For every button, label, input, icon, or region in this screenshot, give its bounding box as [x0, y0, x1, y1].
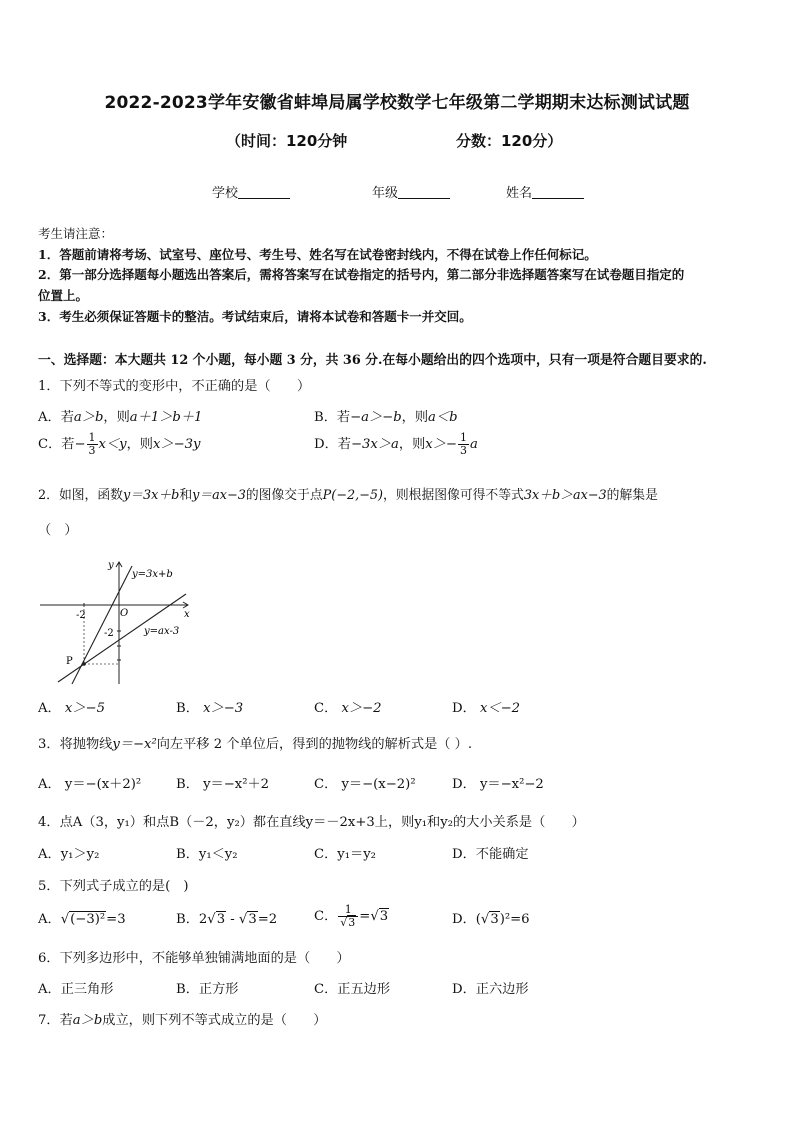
label-origin: O [120, 608, 129, 619]
time-label: （时间：120分钟 [226, 132, 348, 150]
q5-c-num: 1 [338, 904, 358, 917]
q3-option-c[interactable]: C． y＝−(x−2)² [314, 777, 416, 792]
section-heading: 一、选择题：本大题共 12 个小题，每小题 3 分，共 36 分.在每小题给出的四个选项中，只有一项是符合题目要求的. [38, 353, 707, 368]
q1-c-result: x＞−3y [152, 437, 201, 452]
name-blank[interactable] [532, 186, 584, 199]
q1-b-prefix: B．若 [314, 410, 351, 425]
point-p [82, 662, 86, 666]
q5-c-eq: = [359, 909, 371, 924]
q5-c-den: 3 [348, 916, 356, 929]
q6-option-c[interactable]: C．正五边形 [314, 982, 391, 997]
q4-stem: 4．点A（3，y₁）和点B（－2，y₂）都在直线y＝－2x+3上，则y₁和y₂的大小关系是（ ） [38, 815, 585, 830]
q1-c-num: 1 [88, 431, 96, 444]
q5-b-radicand-2: 3 [248, 912, 257, 927]
label-x-minus2: -2 [76, 610, 86, 621]
q2-c-value: x＞−2 [341, 701, 382, 716]
q2-d-value: x＜−2 [479, 701, 521, 716]
q1-c-cond: x＜y [98, 437, 127, 452]
q5-option-c[interactable]: C． $\frac{1}{√3}$ =√3 [314, 903, 389, 929]
q1-option-b[interactable] [314, 406, 458, 425]
q2-option-c[interactable] [314, 697, 382, 716]
q2-stem-e: 的解集是 [606, 488, 658, 503]
q6-option-a[interactable]: A．正三角形 [38, 982, 114, 997]
q2-a-letter: A． [38, 701, 61, 716]
q2-b-value: x＞−3 [203, 701, 244, 716]
label-y: y [108, 560, 114, 571]
q3-option-d[interactable]: D． y＝−x²−2 [452, 777, 544, 792]
q5-c-radicand: 3 [379, 909, 389, 924]
q2-func-1: y＝3x＋b [122, 488, 180, 503]
grade-field[interactable] [372, 182, 450, 201]
q6-option-d[interactable]: D．正六边形 [452, 982, 529, 997]
q2-paren: （ ） [38, 523, 78, 538]
q1-c-prefix: C．若− [38, 437, 86, 452]
q1-d-fraction [458, 432, 469, 457]
label-line-1: y=3x+b [132, 569, 173, 580]
school-label: 学校 [212, 186, 239, 201]
grade-label: 年级 [372, 186, 399, 201]
notice-item-2-cont: 位置上。 [38, 288, 89, 303]
q7-cond: a＞b [72, 1013, 103, 1028]
q5-a-prefix: A． [38, 912, 61, 927]
q1-c-mid: ，则 [126, 437, 153, 452]
q2-inequality: 3x＋b＞ax−3 [523, 488, 607, 503]
q5-a-post: =3 [106, 912, 126, 927]
q7-stem-a: 7．若 [38, 1013, 73, 1028]
q1-option-d[interactable] [314, 432, 478, 457]
q1-d-cond: −3x＞a [350, 437, 399, 452]
q5-stem: 5．下列式子成立的是( ) [38, 879, 189, 894]
q4-option-b[interactable]: B．y₁＜y₂ [176, 847, 238, 862]
q7-stem [38, 1009, 326, 1028]
q5-c-prefix: C． [314, 909, 338, 924]
q1-d-result-2: a [469, 437, 478, 452]
q1-option-c[interactable] [38, 432, 200, 457]
q5-b-radicand-1: 3 [216, 912, 226, 927]
q2-point: P(−2,−5) [322, 488, 384, 503]
q6-stem: 6．下列多边形中，不能够单独铺满地面的是（ ） [38, 951, 350, 966]
q2-option-a[interactable] [38, 697, 105, 716]
q5-option-b[interactable]: B．2√3 - √3=2 [176, 912, 278, 927]
q6-option-b[interactable]: B．正方形 [176, 982, 239, 997]
q2-stem-a: 2．如图，函数 [38, 488, 123, 503]
q1-option-a[interactable] [38, 406, 202, 425]
q2-a-value: x＞−5 [64, 701, 105, 716]
school-field[interactable] [212, 182, 290, 201]
q1-b-mid: ，则 [401, 410, 429, 425]
q1-a-cond: a＞b [73, 410, 104, 425]
q1-b-cond: −a＞−b [350, 410, 402, 425]
q2-b-letter: B． [176, 701, 199, 716]
notice-item-1: 1．答题前请将考场、试室号、座位号、考生号、姓名写在试卷密封线内，不得在试卷上作任何标记。 [38, 247, 597, 262]
paper-title: 2022-2023学年安徽省蚌埠局属学校数学七年级第二学期期末达标测试试题 [104, 93, 690, 113]
q1-d-result-1: x＞− [425, 437, 457, 452]
q1-c-den: 3 [88, 444, 96, 457]
q5-option-d[interactable]: D．(√3)²=6 [452, 912, 530, 927]
q5-b-post: =2 [257, 912, 278, 927]
q3-func: y＝−x² [112, 737, 157, 752]
q5-c-fraction [338, 904, 358, 929]
q3-stem-b: 向左平移 2 个单位后，得到的抛物线的解析式是（ ）. [156, 737, 473, 752]
q3-stem [38, 733, 472, 752]
school-blank[interactable] [238, 186, 290, 199]
q4-option-c[interactable]: C．y₁＝y₂ [314, 847, 376, 862]
q2-c-letter: C． [314, 701, 338, 716]
q1-d-mid: ，则 [398, 437, 426, 452]
q5-b-prefix: B．2 [176, 912, 208, 927]
label-x: x [184, 609, 190, 620]
score-label: 分数：120分） [456, 132, 563, 150]
q4-option-a[interactable]: A．y₁＞y₂ [38, 847, 100, 862]
q2-d-letter: D． [452, 701, 476, 716]
q1-a-mid: ，则 [103, 410, 130, 425]
name-field[interactable] [506, 182, 584, 201]
q5-option-a[interactable]: A．√(−3)²=3 [38, 912, 126, 927]
q5-c-den-wrap: √3 [340, 916, 356, 929]
q5-d-radicand: 3 [490, 912, 499, 927]
q1-b-result: a＜b [428, 410, 458, 425]
q1-d-num: 1 [459, 431, 467, 444]
notice-item-2: 2．第一部分选择题每小题选出答案后，需将答案写在试卷指定的括号内，第二部分非选择题答案写在试卷题目指定的 [38, 267, 685, 282]
q2-graph [34, 556, 194, 690]
q5-d-prefix: D．( [452, 912, 481, 927]
q2-option-b[interactable] [176, 697, 243, 716]
q1-a-result: a＋1＞b＋1 [129, 410, 203, 425]
q5-a-radicand: (−3)² [70, 912, 106, 927]
q3-option-b[interactable]: B． y＝−x²＋2 [176, 777, 270, 792]
q1-d-den: 3 [459, 444, 467, 457]
q1-c-fraction [87, 432, 98, 457]
q2-stem-c: 的图像交于点 [245, 488, 323, 503]
label-p: P [66, 656, 73, 667]
q1-stem: 1．下列不等式的变形中，不正确的是（ ） [38, 379, 311, 394]
q2-func-2: y＝ax−3 [192, 488, 246, 503]
label-y-minus2: -2 [104, 628, 114, 639]
notice-heading: 考生请注意： [38, 226, 114, 241]
q2-option-d[interactable] [452, 697, 520, 716]
q1-a-prefix: A．若 [38, 410, 74, 425]
q7-stem-b: 成立，则下列不等式成立的是（ ） [102, 1013, 327, 1028]
label-line-2: y=ax-3 [144, 626, 180, 637]
q4-option-d[interactable]: D．不能确定 [452, 847, 529, 862]
q3-option-a[interactable]: A． y＝−(x＋2)² [38, 777, 142, 792]
q5-d-post: )²=6 [499, 912, 530, 927]
name-label: 姓名 [506, 186, 533, 201]
q2-stem-b: 和 [179, 488, 193, 503]
q3-stem-a: 3．将抛物线 [38, 737, 113, 752]
q5-b-mid: - [226, 912, 239, 927]
q1-d-prefix: D．若 [314, 437, 351, 452]
grade-blank[interactable] [398, 186, 450, 199]
q2-stem-d: ，则根据图像可得不等式 [383, 488, 524, 503]
q2-stem [38, 484, 658, 503]
notice-item-3: 3．考生必须保证答题卡的整洁。考试结束后，请将本试卷和答题卡一并交回。 [38, 309, 472, 324]
